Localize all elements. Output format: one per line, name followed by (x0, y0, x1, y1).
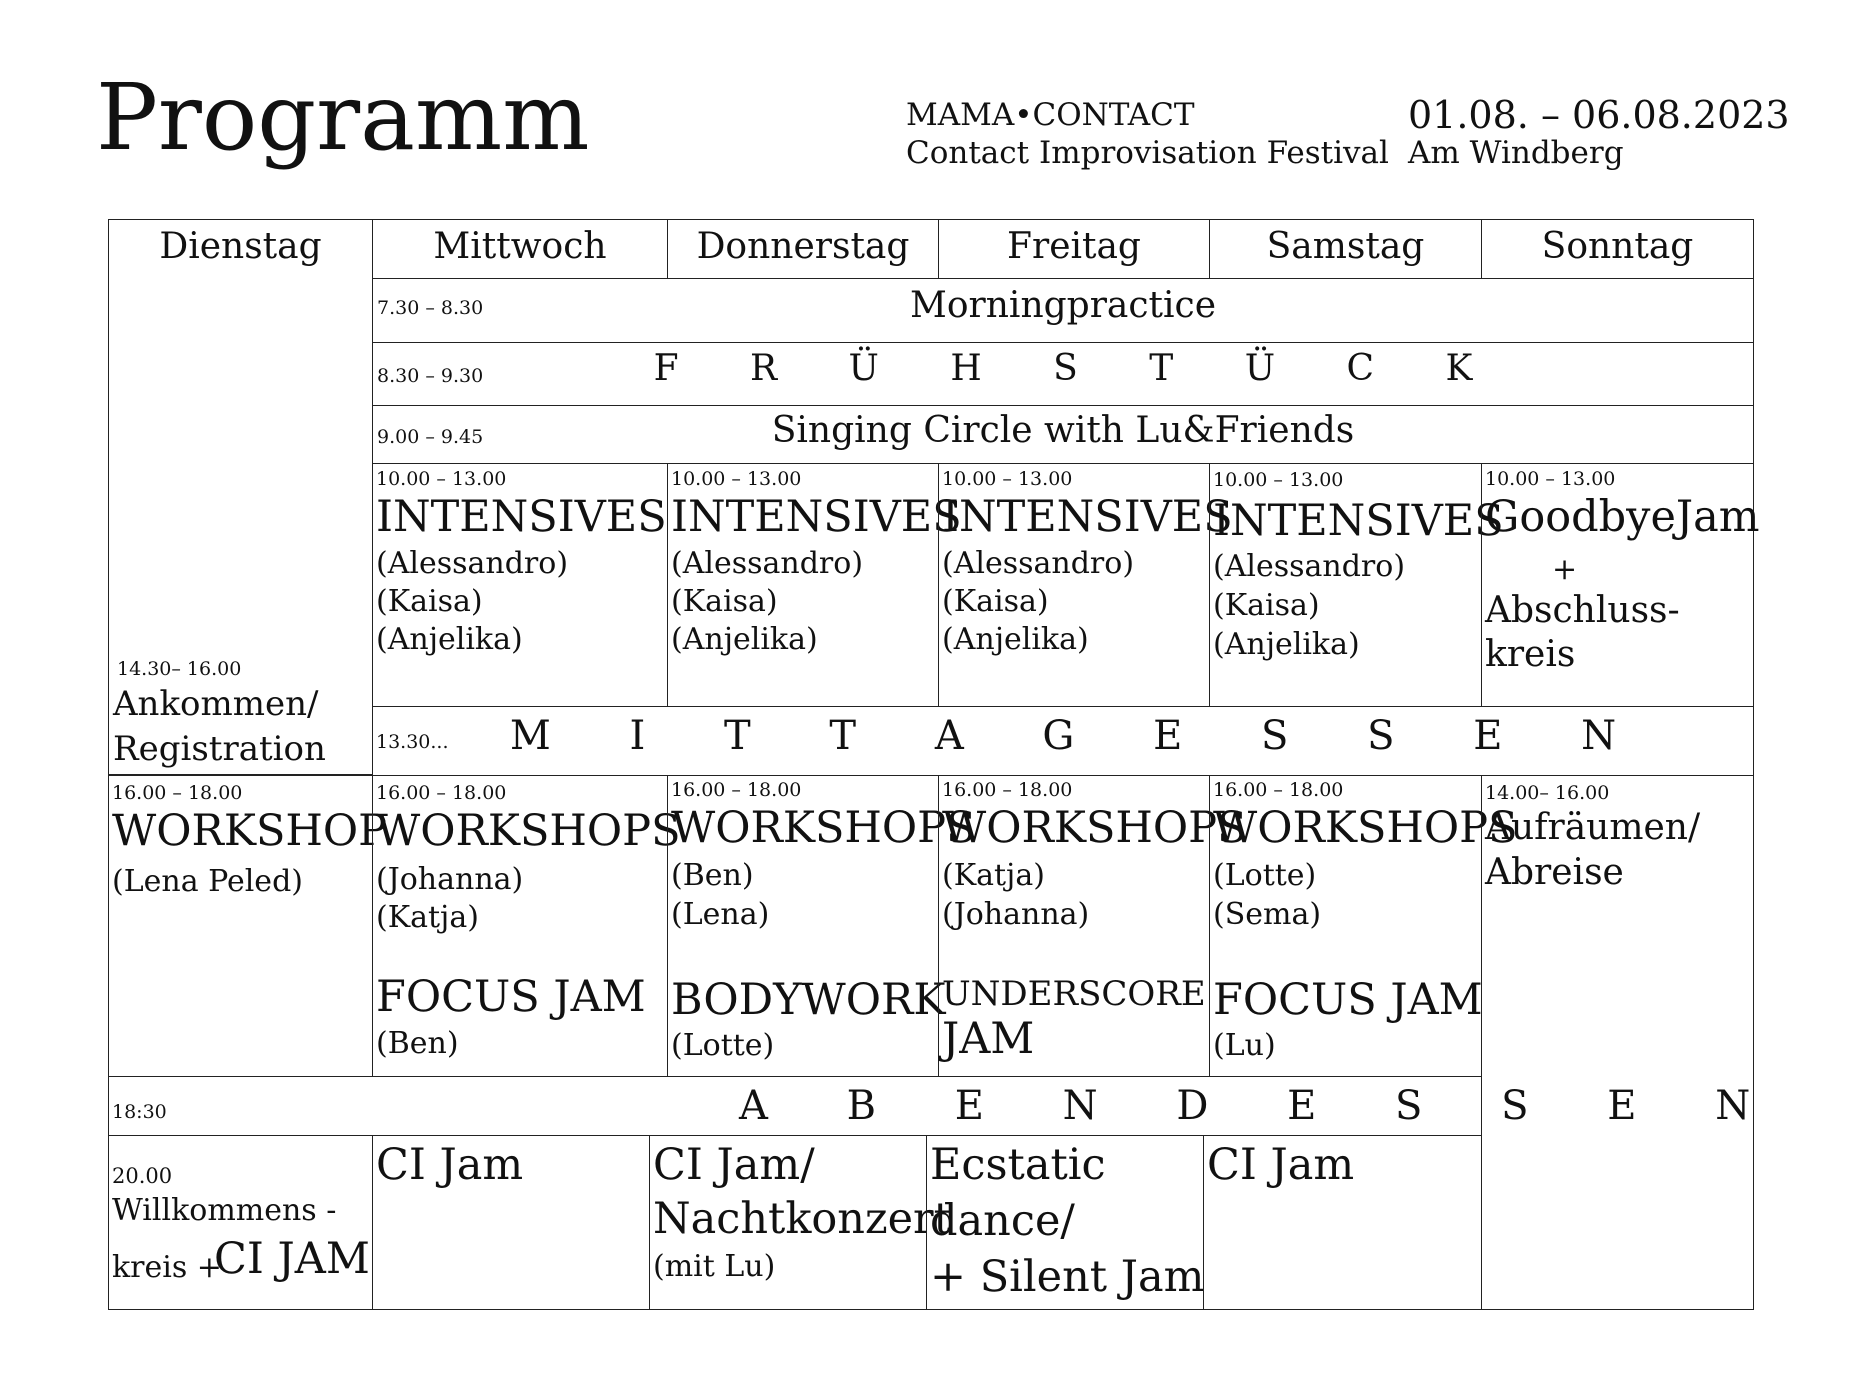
ci-jam-concert-line2: Nachtkonzert (653, 1194, 951, 1244)
breakfast-label: F R Ü H S T Ü C K (653, 348, 1503, 389)
workshop-thursday (667, 775, 976, 1077)
tuesday-arrival-cell (108, 219, 373, 775)
bodywork-name: (Lotte) (671, 1028, 775, 1063)
intensives-time: 10.00 – 13.00 (1213, 469, 1344, 491)
intensives-name-2: (Kaisa) (671, 584, 778, 619)
departure-time: 14.00– 16.00 (1485, 782, 1610, 804)
arrival-time: 14.30– 16.00 (117, 658, 242, 680)
day-header-wednesday: Mittwoch (433, 226, 607, 267)
intensives-time: 10.00 – 13.00 (376, 468, 507, 490)
workshop-title: WORKSHOPS (671, 803, 976, 853)
intensives-title: INTENSIVES (671, 492, 962, 542)
lunch-time: 13.30... (376, 731, 449, 753)
goodbye-line1: GoodbyeJam (1485, 492, 1760, 542)
intensives-name-1: (Alessandro) (1213, 549, 1406, 584)
intensives-saturday (1209, 463, 1504, 707)
day-header-tuesday: Dienstag (159, 226, 322, 267)
intensives-title: INTENSIVES (942, 492, 1233, 542)
intensives-name-3: (Anjelika) (1213, 627, 1360, 662)
workshop-saturday (1209, 775, 1518, 1077)
intensives-name-2: (Kaisa) (942, 584, 1049, 619)
event-info (1408, 93, 1790, 172)
workshop-time: 16.00 – 18.00 (376, 782, 507, 804)
evening-time: 20.00 (112, 1164, 173, 1188)
workshop-time: 16.00 – 18.00 (671, 779, 802, 801)
intensives-name-1: (Alessandro) (376, 546, 569, 581)
goodbye-plus: + (1552, 552, 1578, 587)
festival-info (906, 96, 1389, 172)
day-header-friday: Freitag (1007, 226, 1141, 267)
evening-tuesday (108, 1135, 373, 1310)
singing-label: Singing Circle with Lu&Friends (771, 410, 1355, 451)
intensives-name-2: (Kaisa) (1213, 588, 1320, 623)
intensives-name-1: (Alessandro) (942, 546, 1135, 581)
breakfast-row (372, 342, 1754, 406)
dinner-time: 18:30 (112, 1101, 167, 1123)
focus-jam-name: (Lu) (1213, 1028, 1276, 1063)
workshop-title: WORKSHOPS (1213, 803, 1518, 853)
intensives-wednesday (372, 463, 668, 707)
workshop-name-1: (Katja) (942, 858, 1045, 893)
underscore-title: UNDERSCORE (942, 974, 1206, 1014)
event-dates: 01.08. – 06.08.2023 (1408, 93, 1790, 137)
workshop-name-2: (Sema) (1213, 897, 1322, 932)
day-header-wednesday-cell (372, 219, 668, 279)
workshop-name-2: (Johanna) (942, 897, 1090, 932)
welcome-line1: Willkommens - (112, 1193, 337, 1228)
focus-jam-title: FOCUS JAM (376, 972, 646, 1022)
workshop-tuesday (108, 775, 388, 1077)
dinner-row (108, 1076, 1784, 1136)
workshop-name-2: (Katja) (376, 900, 479, 935)
workshop-name: (Lena Peled) (112, 864, 303, 899)
intensives-name-1: (Alessandro) (671, 546, 864, 581)
workshop-wednesday (372, 775, 681, 1077)
festival-name: MAMA•CONTACT (906, 97, 1195, 133)
ci-jam-concert-line1: CI Jam/ (653, 1140, 815, 1190)
evening-saturday (1203, 1135, 1482, 1310)
evening-wednesday (372, 1135, 650, 1310)
day-header-friday-cell (938, 219, 1210, 279)
day-header-thursday: Donnerstag (696, 226, 910, 267)
departure-line1: Aufräumen/ (1485, 807, 1701, 848)
morning-practice-row (372, 278, 1754, 343)
singing-circle-row (372, 405, 1754, 464)
day-header-sunday: Sonntag (1541, 226, 1694, 267)
workshop-time: 16.00 – 18.00 (942, 779, 1073, 801)
workshop-title: WORKSHOP (112, 806, 388, 856)
workshop-name-1: (Lotte) (1213, 858, 1317, 893)
focus-jam-title: FOCUS JAM (1213, 975, 1483, 1025)
singing-time: 9.00 – 9.45 (377, 426, 484, 448)
morning-time: 7.30 – 8.30 (377, 297, 484, 319)
lunch-row (372, 706, 1754, 776)
ecstatic-line3: + Silent Jam (930, 1252, 1205, 1302)
goodbye-line2: Abschluss- (1485, 590, 1680, 631)
intensives-time: 10.00 – 13.00 (942, 468, 1073, 490)
goodbye-time: 10.00 – 13.00 (1485, 468, 1616, 490)
morning-label: Morningpractice (910, 285, 1216, 326)
intensives-title: INTENSIVES (1213, 496, 1504, 546)
welcome-ci-jam: CI JAM (214, 1234, 370, 1284)
bodywork-title: BODYWORK (671, 975, 946, 1025)
intensives-title: INTENSIVES (376, 492, 667, 542)
workshop-time: 16.00 – 18.00 (1213, 779, 1344, 801)
intensives-time: 10.00 – 13.00 (671, 468, 802, 490)
day-header-saturday: Samstag (1266, 226, 1425, 267)
workshop-name-1: (Ben) (671, 858, 754, 893)
ecstatic-line2: dance/ (930, 1196, 1075, 1246)
workshop-title: WORKSHOPS (942, 803, 1247, 853)
workshop-time: 16.00 – 18.00 (112, 782, 243, 804)
ci-jam-concert-line3: (mit Lu) (653, 1249, 776, 1284)
event-location: Am Windberg (1408, 135, 1624, 171)
intensives-thursday (667, 463, 962, 707)
intensives-friday (938, 463, 1233, 707)
dinner-label: A B E N D E S S E N (739, 1083, 1784, 1129)
day-header-thursday-cell (667, 219, 939, 279)
breakfast-time: 8.30 – 9.30 (377, 365, 484, 387)
goodbye-line3: kreis (1485, 634, 1576, 675)
day-header-saturday-cell (1209, 219, 1482, 279)
workshop-name-2: (Lena) (671, 897, 770, 932)
intensives-name-3: (Anjelika) (942, 622, 1089, 657)
page-title: Programm (96, 64, 590, 171)
arrival-line2: Registration (113, 729, 326, 769)
intensives-name-3: (Anjelika) (376, 622, 523, 657)
sunday-departure-cell (1481, 775, 1754, 1310)
welcome-line2: kreis + (112, 1250, 222, 1285)
workshop-title: WORKSHOPS (376, 806, 681, 856)
day-header-sunday-cell (1481, 219, 1754, 279)
sunday-goodbye-cell (1481, 463, 1760, 707)
underscore-jam: JAM (942, 1014, 1035, 1064)
departure-line2: Abreise (1485, 852, 1624, 893)
workshop-name-1: (Johanna) (376, 862, 524, 897)
evening-thursday (649, 1135, 951, 1310)
lunch-label: M I T T A G E S S E N (509, 713, 1650, 759)
focus-jam-name: (Ben) (376, 1026, 459, 1061)
intensives-name-2: (Kaisa) (376, 584, 483, 619)
intensives-name-3: (Anjelika) (671, 622, 818, 657)
ci-jam: CI Jam (1207, 1140, 1355, 1190)
ci-jam: CI Jam (376, 1140, 524, 1190)
festival-subtitle: Contact Improvisation Festival (906, 135, 1389, 171)
arrival-line1: Ankommen/ (113, 684, 319, 724)
ecstatic-line1: Ecstatic (930, 1140, 1106, 1190)
evening-friday (926, 1135, 1204, 1310)
